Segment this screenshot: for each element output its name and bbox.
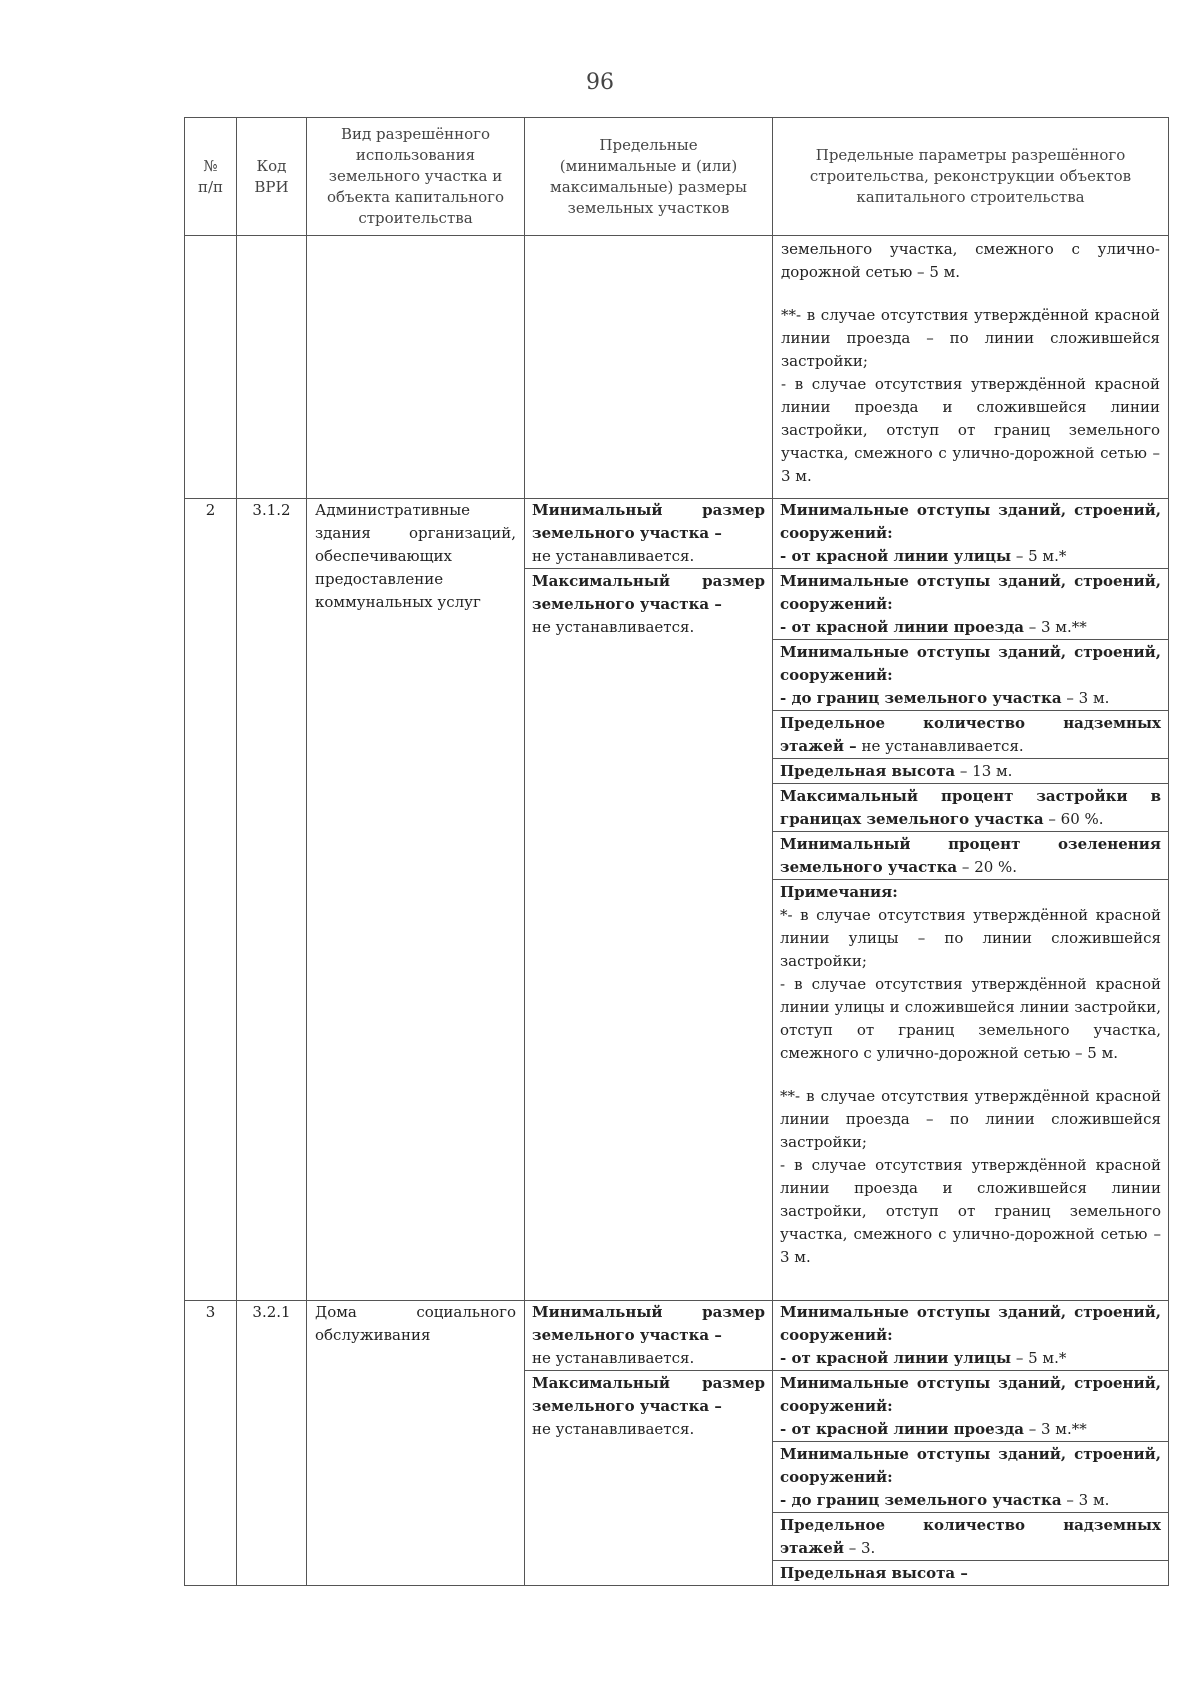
param-value: – 60 %. [1048,810,1104,828]
param-value: – 5 м.* [1015,1349,1067,1367]
param-detail: - до границ земельного участка [780,689,1062,707]
param-block [773,759,1168,784]
row-code: 3.1.2 [237,499,307,1301]
min-size-label: Минимальный размер земельного участка – [532,1303,765,1344]
row-use-kind: Административные здания организаций, обеспечивающих предоставление коммунальных услуг [315,501,516,611]
param-detail: - от красной линии улицы [780,547,1012,565]
param-label: Минимальные отступы зданий, строений, сооружений: [780,643,1161,684]
row-params-cell [773,499,1169,1301]
param-block [773,784,1168,832]
row-number: 2 [185,499,237,1301]
param-detail: - до границ земельного участка [780,1491,1062,1509]
row-plot-sizes-cell [525,1301,773,1586]
param-label: Минимальные отступы зданий, строений, сооружений: [780,572,1161,613]
notes-block [773,880,1168,1269]
continuation-text: - в случае отсутствия утверждённой красной линии проезда и сложившейся линии застройки, отступ от границ земельного участка, смежного с улично-дорожной сетью – 3 м. [781,375,1160,485]
header-use-kind: Вид разрешённого использования земельного участка и объекта капитального строительства [307,118,525,236]
table-header-row [185,118,1169,236]
param-label: Минимальные отступы зданий, строений, сооружений: [780,1374,1161,1415]
continuation-notes-cell [773,236,1169,499]
param-label: Предельная высота – [780,1564,968,1582]
param-value: – 3 м.** [1028,1420,1087,1438]
row-params-cell [773,1301,1169,1586]
param-detail: - от красной линии улицы [780,1349,1012,1367]
param-label: Максимальный процент застройки в границах земельного участка [780,787,1161,828]
param-label: Предельная высота [780,762,956,780]
row-code: 3.2.1 [237,1301,307,1586]
param-block [773,1561,1168,1585]
note-text: - в случае отсутствия утверждённой красной линии проезда и сложившейся линии застройки, отступ от границ земельного участка, смежного с улично-дорожной сетью – 3 м. [780,1156,1161,1266]
param-block [773,499,1168,569]
param-value: – 5 м.* [1015,547,1067,565]
header-plot-sizes: Предельные (минимальные и (или) максимальные) размеры земельных участков [525,118,773,236]
param-value: не устанавливается. [861,737,1024,755]
table-row [185,1301,1169,1586]
continuation-text: **- в случае отсутствия утверждённой красной линии проезда – по линии сложившейся застройки; [781,306,1160,370]
table-row [185,499,1169,1301]
min-size-value: не устанавливается. [532,1349,695,1367]
max-size-value: не устанавливается. [532,1420,695,1438]
param-block [773,640,1168,711]
max-size-label: Максимальный размер земельного участка – [532,1374,765,1415]
param-value: – 20 %. [961,858,1018,876]
header-code: Код ВРИ [237,118,307,236]
param-block [773,1301,1168,1371]
cell-empty [525,236,773,499]
note-text: - в случае отсутствия утверждённой красной линии улицы и сложившейся линии застройки, отступ от границ земельного участка, смежного с улично-дорожной сетью – 5 м. [780,975,1161,1062]
header-construction-params: Предельные параметры разрешённого строительства, реконструкции объектов капитального строительства [773,118,1169,236]
param-block [773,1371,1168,1442]
zoning-parameters-table [184,117,1169,1586]
table-row-continuation [185,236,1169,499]
note-text: *- в случае отсутствия утверждённой красной линии улицы – по линии сложившейся застройки; [780,906,1161,970]
param-label: Минимальные отступы зданий, строений, сооружений: [780,1445,1161,1486]
notes-title: Примечания: [780,883,898,901]
max-size-block [525,1371,772,1441]
param-value: – 3 м. [1066,689,1110,707]
param-detail: - от красной линии проезда [780,1420,1024,1438]
param-value: – 3. [848,1539,876,1557]
param-block [773,832,1168,880]
row-use-kind-cell [307,1301,525,1586]
row-use-kind-cell [307,499,525,1301]
param-block [773,711,1168,759]
row-plot-sizes-cell [525,499,773,1301]
param-label: Минимальные отступы зданий, строений, сооружений: [780,501,1161,542]
param-label: Предельное количество надземных этажей [780,1516,1161,1557]
continuation-text: земельного участка, смежного с улично-дорожной сетью – 5 м. [781,240,1160,281]
param-detail: - от красной линии проезда [780,618,1024,636]
param-block [773,569,1168,640]
param-label: Минимальные отступы зданий, строений, сооружений: [780,1303,1161,1344]
min-size-label: Минимальный размер земельного участка – [532,501,765,542]
param-label: Минимальный процент озеленения земельного участка [780,835,1161,876]
min-size-block [525,1301,772,1371]
page-number: 96 [586,70,614,95]
max-size-label: Максимальный размер земельного участка – [532,572,765,613]
param-block [773,1442,1168,1513]
max-size-block [525,569,772,639]
param-value: – 3 м.** [1028,618,1087,636]
param-value: – 13 м. [959,762,1013,780]
row-number: 3 [185,1301,237,1586]
note-text: **- в случае отсутствия утверждённой красной линии проезда – по линии сложившейся застройки; [780,1087,1161,1151]
cell-empty [237,236,307,499]
cell-empty [307,236,525,499]
min-size-value: не устанавливается. [532,547,695,565]
min-size-block [525,499,772,569]
param-block [773,1513,1168,1561]
max-size-value: не устанавливается. [532,618,695,636]
param-label: Предельное количество надземных этажей – [780,714,1161,755]
row-use-kind: Дома социального обслуживания [315,1303,516,1344]
param-value: – 3 м. [1066,1491,1110,1509]
header-number: № п/п [185,118,237,236]
cell-empty [185,236,237,499]
